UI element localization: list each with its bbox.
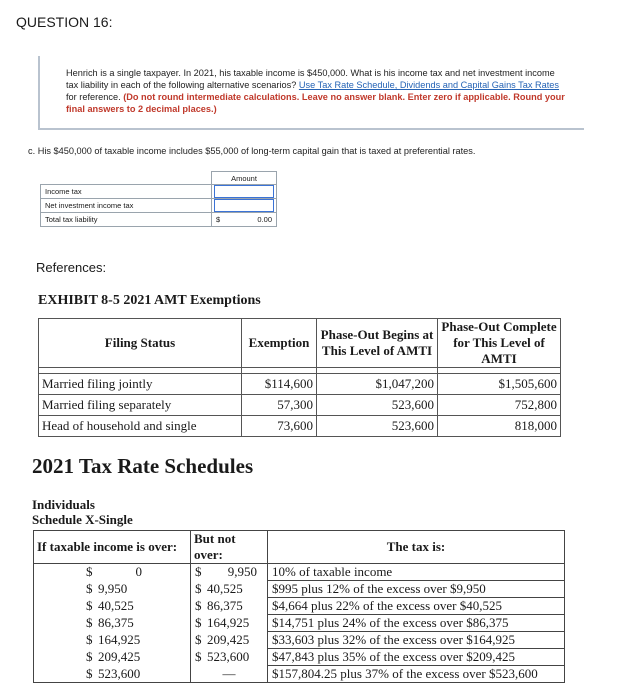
- part-c-text: c. His $450,000 of taxable income includes $55,000 of long-term capital gain that is taxed at preferential rates.: [28, 146, 476, 156]
- answer-label: Net investment income tax: [41, 199, 212, 213]
- references-label: References:: [36, 260, 107, 275]
- question-intro: Henrich is a single taxpayer. In 2021, his taxable income is $450,000. What is his income tax and net investment income tax liability in each of the following alternative scenarios?: [66, 68, 555, 90]
- tax-row: $ 209,425 $ 523,600 $47,843 plus 35% of the excess over $209,425: [34, 649, 565, 666]
- schedule-name: Schedule X-Single: [32, 512, 133, 527]
- tax-schedule-title: 2021 Tax Rate Schedules: [32, 454, 254, 478]
- question-text: [66, 67, 566, 115]
- answer-label: Income tax: [41, 185, 212, 199]
- amt-row: Married filing jointly $114,600 $1,047,200 $1,505,600: [39, 374, 561, 395]
- answer-table: [40, 171, 277, 227]
- amt-header-phaseout-begins: Phase-Out Begins at This Level of AMTI: [317, 319, 438, 368]
- tax-row: $ 9,950 $ 40,525 $995 plus 12% of the excess over $9,950: [34, 581, 565, 598]
- answer-row-total: [41, 213, 277, 227]
- tax-row: $ 86,375 $ 164,925 $14,751 plus 24% of the excess over $86,375: [34, 615, 565, 632]
- amt-row: Head of household and single 73,600 523,600 818,000: [39, 416, 561, 437]
- question-instructions: (Do not round intermediate calculations. Leave no answer blank. Enter zero if applicable. Round your final answers to 2 decimal places.): [66, 92, 565, 114]
- tax-row: $ 40,525 $ 86,375 $4,664 plus 22% of the excess over $40,525: [34, 598, 565, 615]
- tax-header-not-over: But not over:: [191, 531, 268, 564]
- income-tax-input[interactable]: [214, 185, 274, 198]
- tax-row: $ 0 $ 9,950 10% of taxable income: [34, 564, 565, 581]
- answer-row-income-tax: [41, 185, 277, 199]
- amt-header-filing-status: Filing Status: [39, 319, 242, 368]
- answer-row-niit: [41, 199, 277, 213]
- question-title: QUESTION 16:: [16, 14, 113, 30]
- amt-row: Married filing separately 57,300 523,600 752,800: [39, 395, 561, 416]
- answer-header-amount: Amount: [212, 172, 277, 185]
- tax-row: $ 164,925 $ 209,425 $33,603 plus 32% of the excess over $164,925: [34, 632, 565, 649]
- schedule-section: Individuals: [32, 497, 95, 512]
- tax-rate-schedule-table: [33, 530, 565, 683]
- tax-header-over: If taxable income is over:: [34, 531, 191, 564]
- schedule-heading: [32, 497, 133, 527]
- amt-header-phaseout-complete: Phase-Out Complete for This Level of AMTI: [438, 319, 561, 368]
- question-ref-text: for reference.: [66, 92, 121, 102]
- amt-header-exemption: Exemption: [242, 319, 317, 368]
- amt-exhibit-title: EXHIBIT 8-5 2021 AMT Exemptions: [38, 293, 261, 308]
- net-investment-income-tax-input[interactable]: [214, 199, 274, 212]
- amt-exemptions-table: [38, 318, 561, 437]
- total-tax-liability-value: $ 0.00: [212, 213, 277, 227]
- tax-row: $ 523,600 — $157,804.25 plus 37% of the excess over $523,600: [34, 666, 565, 683]
- tax-header-tax-is: The tax is:: [268, 531, 565, 564]
- answer-label: Total tax liability: [41, 213, 212, 227]
- tax-rate-schedule-link[interactable]: Use Tax Rate Schedule, Dividends and Capital Gains Tax Rates: [298, 80, 560, 90]
